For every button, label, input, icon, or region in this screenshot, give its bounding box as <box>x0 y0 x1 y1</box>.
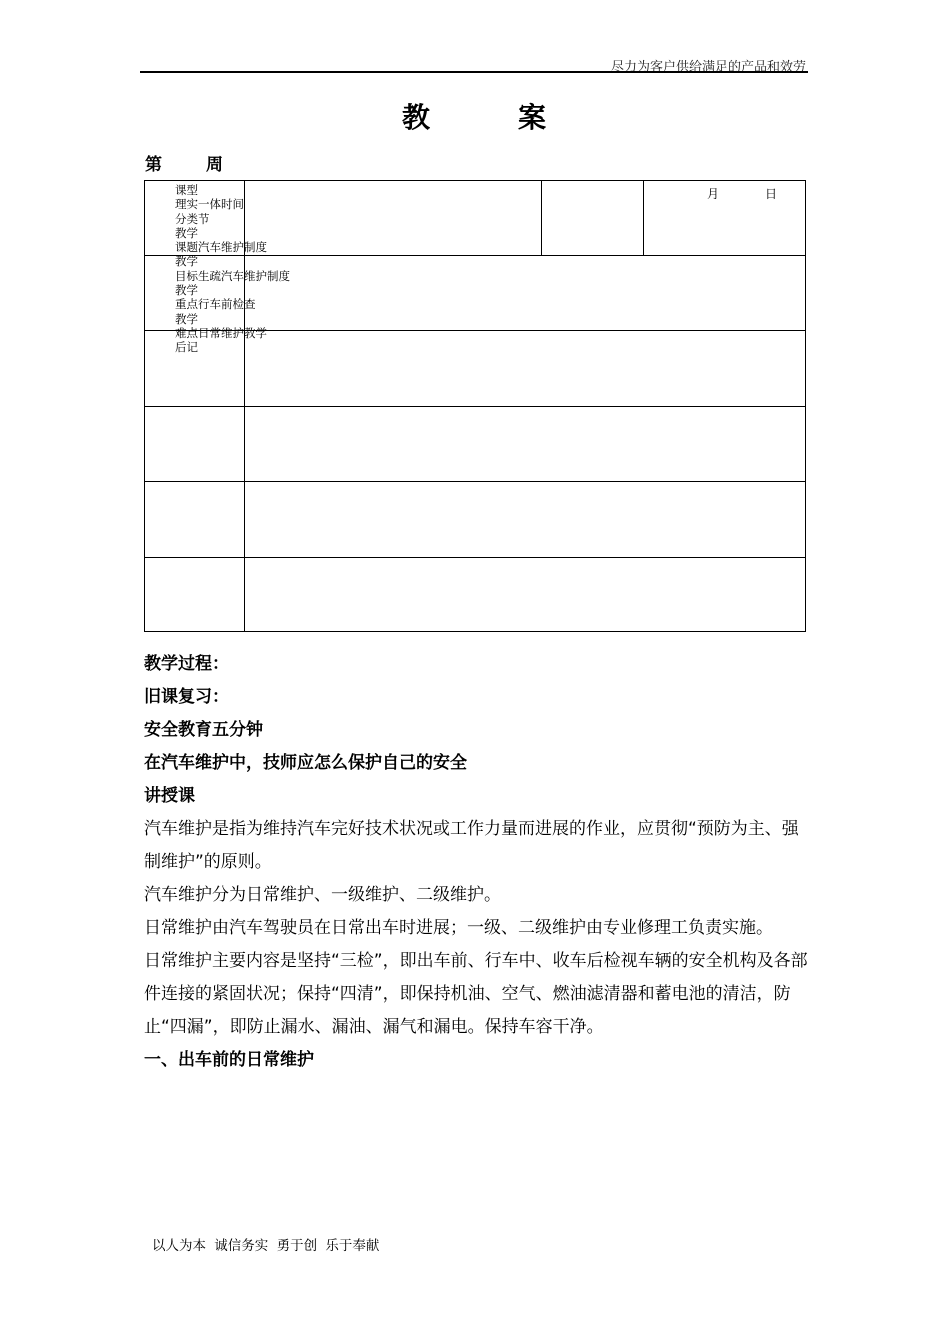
body-paragraph: 汽车维护是指为维持汽车完好技术状况或工作力量而进展的作业，应贯彻“预防为主、强制维护”的原则。 <box>144 819 799 872</box>
label-teaching: 教学 <box>175 254 198 269</box>
table-row <box>145 407 805 482</box>
week-label <box>145 150 223 175</box>
page-title <box>0 96 950 136</box>
footer-motto: 以人为本 诚信务实 勇于创 乐于奉献 <box>152 1238 380 1254</box>
table-row <box>145 558 805 631</box>
title-left-char: 教 <box>401 101 432 134</box>
label-section: 分类节 <box>175 211 210 226</box>
body-paragraph: 日常维护由汽车驾驶员在日常出车时进展；一级、二级维护由专业修理工负责实施。 <box>144 918 773 938</box>
month-label: 月 <box>707 187 720 201</box>
body-paragraph: 日常维护主要内容是坚持“三检”，即出车前、行车中、收车后检视车辆的安全机构及各部件连接的紧固状况；保持“四清”，即保持机油、空气、燃油滤清器和蓄电池的清洁，防止“四漏”，即防止漏水、漏油、漏气和漏电。保持车容干净。 <box>144 951 808 1037</box>
week-right-char: 周 <box>206 155 223 175</box>
label-time: 理实一体时间 <box>175 197 244 212</box>
week-left-char: 第 <box>145 155 162 175</box>
day-label: 日 <box>765 187 778 201</box>
safety-question: 在汽车维护中，技师应怎么保护自己的安全 <box>144 753 467 773</box>
process-heading: 教学过程： <box>144 654 229 674</box>
safety-heading: 安全教育五分钟 <box>144 720 263 740</box>
header-divider <box>140 71 808 73</box>
lesson-info-table <box>144 180 806 632</box>
header-slogan: 尽力为客户供给满足的产品和效劳 <box>610 60 806 75</box>
label-topic: 课题汽车维护制度 <box>175 240 267 255</box>
label-teaching: 教学 <box>175 225 198 240</box>
label-course-type: 课型 <box>175 183 198 197</box>
title-right-char: 案 <box>518 101 549 134</box>
table-row <box>145 482 805 558</box>
label-objective: 目标生疏汽车维护制度 <box>175 268 290 283</box>
section-heading: 一、出车前的日常维护 <box>144 1050 314 1070</box>
label-notes: 后记 <box>175 340 198 355</box>
lecture-heading: 讲授课 <box>144 786 195 806</box>
body-paragraph: 汽车维护分为日常维护、一级维护、二级维护。 <box>144 885 501 905</box>
label-teaching: 教学 <box>175 283 198 298</box>
review-heading: 旧课复习： <box>144 687 229 707</box>
table-label-stack <box>175 183 290 355</box>
label-key-point: 重点行车前检查 <box>175 297 256 312</box>
lesson-body <box>144 648 810 1077</box>
label-teaching: 教学 <box>175 311 198 326</box>
label-difficulty: 难点日常维护教学 <box>175 325 267 340</box>
